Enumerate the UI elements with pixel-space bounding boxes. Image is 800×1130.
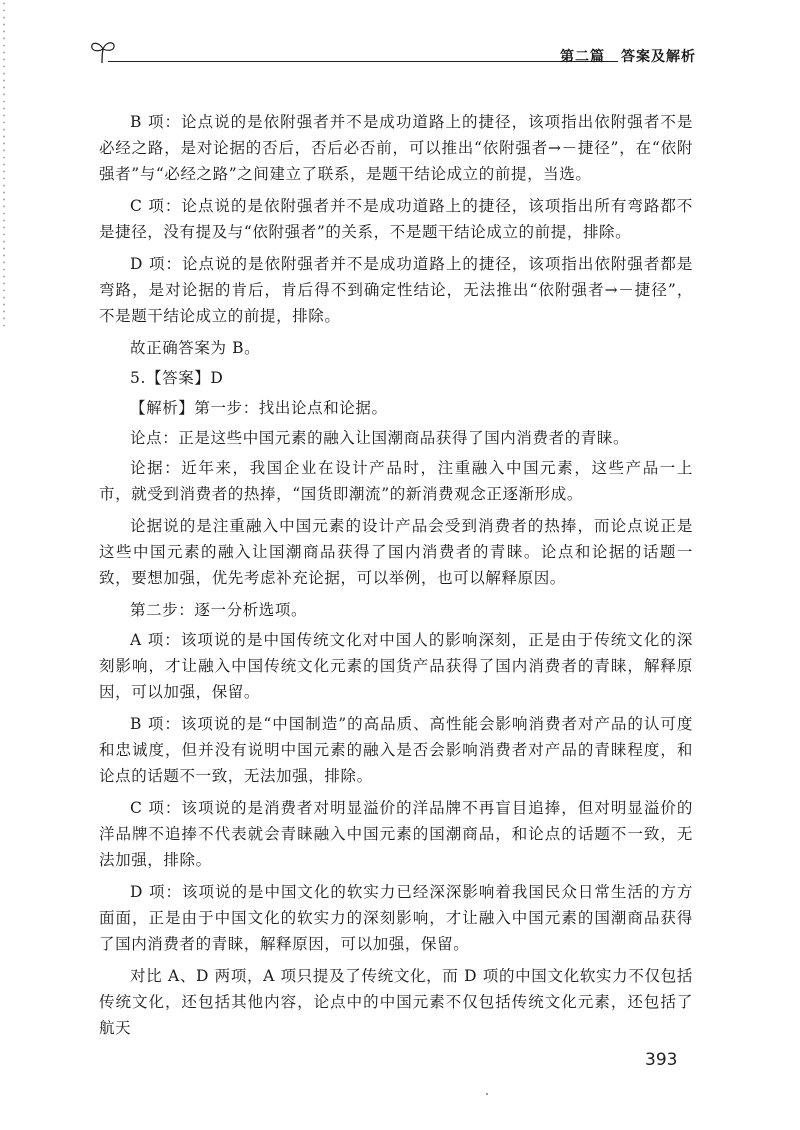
header-part: 第二篇 <box>560 49 605 65</box>
header-rule <box>108 61 618 62</box>
scan-speck <box>486 1093 488 1095</box>
paragraph-option-c: C 项：论点说的是依附强者并不是成功道路上的捷径，该项指出所有弯路都不是捷径，没有提及与“依附强者”的关系，不是题干结论成立的前提，排除。 <box>99 197 693 241</box>
paragraph-q5-option-a: A 项：该项说的是中国传统文化对中国人的影响深刻，正是由于传统文化的深刻影响，才让融入中国传统文化元素的国货产品获得了国内消费者的青睐，解释原因，可以加强，保留。 <box>99 631 693 701</box>
analysis-step-1: 【解析】第一步：找出论点和论据。 <box>130 399 388 417</box>
paragraph-argument: 论点：正是这些中国元素的融入让国潮商品获得了国内消费者的青睐。 <box>130 429 630 447</box>
header-section: 答案及解析 <box>621 49 696 65</box>
paragraph-q5-option-b: B 项：该项说的是“中国制造”的高品质、高性能会影响消费者对产品的认可度和忠诚度，但并没有说明中国元素的融入是否会影响消费者对产品的青睐程度，和论点的话题不一致，无法加强，排除。 <box>99 715 693 785</box>
paragraph-q5-option-d: D 项：该项说的是中国文化的软实力已经深深影响着我国民众日常生活的方方面面，正是由于中国文化的软实力的深刻影响，才让融入中国元素的国潮商品获得了国内消费者的青睐，解释原因，可以加强，保留。 <box>99 883 693 953</box>
analysis-step-2: 第二步：逐一分析选项。 <box>130 601 308 619</box>
paragraph-evidence: 论据：近年来，我国企业在设计产品时，注重融入中国元素，这些产品一上市，就受到消费者的热捧，“国货即潮流”的新消费观念正逐渐形成。 <box>99 459 693 503</box>
paragraph-reasoning: 论据说的是注重融入中国元素的设计产品会受到消费者的热捧，而论点说正是这些中国元素的融入让国潮商品获得了国内消费者的青睐。论点和论据的话题一致，要想加强，优先考虑补充论据，可以举例，也可以解释原因。 <box>99 517 693 587</box>
running-header <box>86 36 696 66</box>
question-5-answer: 5.【答案】D <box>130 369 224 387</box>
paragraph-q5-option-c: C 项：该项说的是消费者对明显溢价的洋品牌不再盲目追捧，但对明显溢价的洋品牌不追捧不代表就会青睐融入中国元素的国潮商品，和论点的话题不一致，无法加强，排除。 <box>99 799 693 869</box>
paragraph-option-d: D 项：论点说的是依附强者并不是成功道路上的捷径，该项指出依附强者都是弯路，是对论据的肯后，肯后得不到确定性结论，无法推出“依附强者→－捷径”，不是题干结论成立的前提，排除。 <box>99 255 693 325</box>
paragraph-conclusion: 故正确答案为 B。 <box>130 339 261 357</box>
page-body <box>99 109 693 1047</box>
paragraph-comparison: 对比 A、D 两项，A 项只提及了传统文化，而 D 项的中国文化软实力不仅包括传统文化，还包括其他内容，论点中的中国元素不仅包括传统文化元素，还包括了航天 <box>99 967 693 1037</box>
page-number: 393 <box>645 1050 678 1070</box>
page-edge-dots <box>2 0 6 330</box>
paragraph-option-b: B 项：论点说的是依附强者并不是成功道路上的捷径，该项指出依附强者不是必经之路，是对论据的否后，否后必否前，可以推出“依附强者→－捷径”，在“依附强者”与“必经之路”之间建立了联系，是题干结论成立的前提，当选。 <box>99 113 693 183</box>
header-title <box>560 46 696 66</box>
